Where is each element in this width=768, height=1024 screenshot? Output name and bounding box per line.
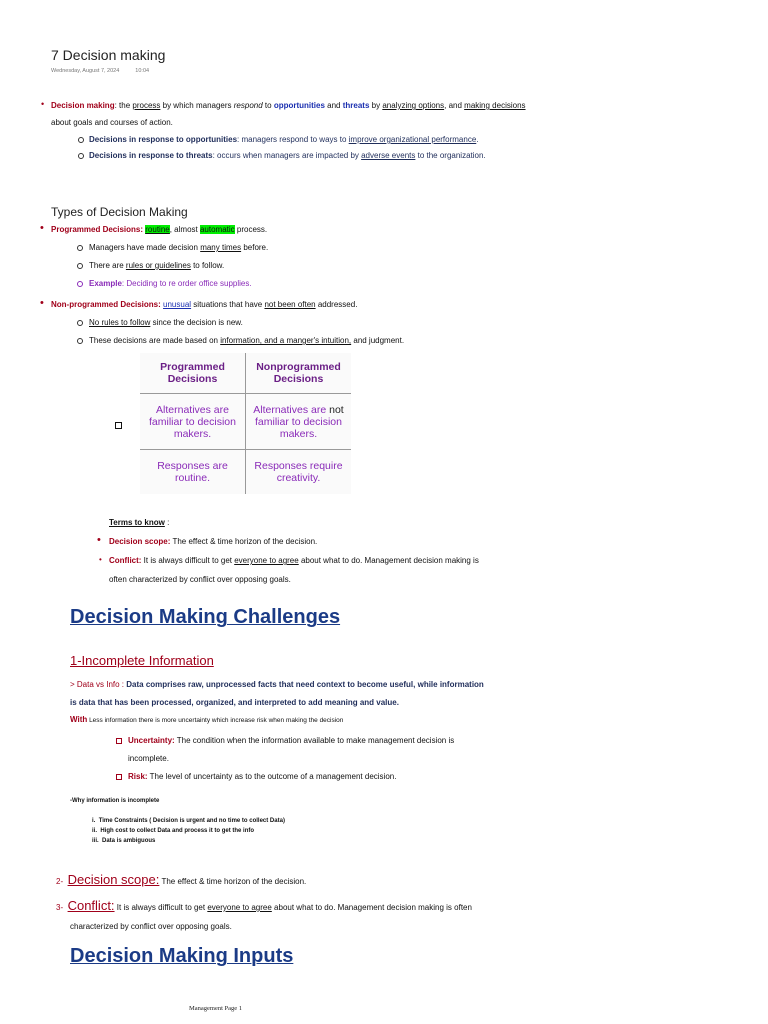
intro-line1: Decision making: the process by which managers respond to opportunities and threats by analyzing options, and making decisions [51, 101, 526, 110]
terms-conflict: Conflict: It is always difficult to get everyone to agree about what to do. Management decision making is [109, 556, 479, 565]
bullet-dot: • [99, 555, 102, 564]
why-item-2: ii. High cost to collect Data and process it to get the info [92, 828, 255, 834]
table-cell: Responses require creativity. [254, 460, 343, 484]
circle-bullet-icon [77, 245, 83, 251]
intro-line2: about goals and courses of action. [51, 118, 173, 127]
square-bullet-icon [116, 738, 122, 744]
table-cell: Alternatives are familiar to decision makers. [140, 394, 246, 450]
risk-line: Risk: The level of uncertainty as to the outcome of a management decision. [128, 772, 397, 781]
circle-bullet-icon [77, 281, 83, 287]
terms-conflict-line2: often characterized by conflict over opposing goals. [109, 575, 291, 584]
programmed-b1: Managers have made decision many times before. [89, 243, 269, 252]
table-header-programmed: Programmed Decisions [140, 353, 246, 394]
circle-bullet-icon [77, 338, 83, 344]
with-line: With Less information there is more uncertainty which increase risk when making the decision [70, 715, 344, 724]
intro-sub2: Decisions in response to threats: occurs when managers are impacted by adverse events to the organization. [89, 151, 486, 160]
bullet-dot: • [41, 99, 45, 109]
why-heading: -Why information is incomplete [70, 798, 160, 804]
square-bullet-icon [116, 774, 122, 780]
nonprogrammed-line: Non-programmed Decisions: unusual situations that have not been often addressed. [51, 300, 358, 309]
uncertainty-line: Uncertainty: The condition when the information available to make management decision is [128, 736, 455, 745]
page-title: 7 Decision making [51, 47, 166, 63]
challenges-heading: Decision Making Challenges [70, 606, 341, 628]
programmed-line: Programmed Decisions: routine, almost automatic process. [51, 225, 268, 234]
data-vs-info: > Data vs Info : Data comprises raw, unprocessed facts that need context to become useful, while information [70, 680, 484, 689]
circle-bullet-icon [78, 153, 84, 159]
circle-bullet-icon [77, 263, 83, 269]
types-heading: Types of Decision Making [51, 205, 188, 219]
programmed-b2: There are rules or guidelines to follow. [89, 261, 225, 270]
uncertainty-line2: incomplete. [128, 754, 169, 763]
page-date: Wednesday, August 7, 2024 [51, 68, 120, 74]
conflict-item: 3- Conflict: It is always difficult to get everyone to agree about what to do. Management decision making is often [56, 898, 472, 913]
terms-label: Terms to know : [109, 518, 170, 527]
nonprogrammed-b2: These decisions are made based on information, and a manger's intuition, and judgment. [89, 336, 405, 345]
bullet-dot: • [40, 297, 44, 309]
incomplete-info-heading: 1-Incomplete Information [70, 653, 214, 668]
table-cell: Responses are routine. [140, 450, 246, 495]
bullet-dot: • [40, 222, 44, 234]
decision-comparison-table [140, 353, 351, 494]
data-vs-info-line2: is data that has been processed, organized, and interpreted to add meaning and value. [70, 698, 399, 707]
programmed-b3: Example: Deciding to re order office supplies. [89, 279, 252, 288]
inputs-heading: Decision Making Inputs [70, 945, 294, 967]
bullet-dot: • [97, 534, 101, 546]
table-cell: Alternatives are not familiar to decision makers. [246, 394, 352, 450]
conflict-item-line2: characterized by conflict over opposing goals. [70, 922, 232, 931]
intro-sub1: Decisions in response to opportunities: managers respond to ways to improve organizational performance. [89, 135, 479, 144]
circle-bullet-icon [78, 137, 84, 143]
checkbox-icon [115, 422, 122, 429]
why-item-1: i. Time Constraints ( Decision is urgent and no time to collect Data) [92, 818, 285, 824]
why-item-3: iii. Data is ambiguous [92, 838, 156, 844]
scope-item: 2- Decision scope: The effect & time horizon of the decision. [56, 872, 307, 887]
terms-scope: Decision scope: The effect & time horizon of the decision. [109, 537, 318, 546]
table-header-nonprogrammed: Nonprogrammed Decisions [246, 353, 352, 394]
page-footer: Management Page 1 [189, 1005, 243, 1012]
circle-bullet-icon [77, 320, 83, 326]
nonprogrammed-b1: No rules to follow since the decision is new. [89, 318, 243, 327]
page-timestamp [51, 68, 165, 74]
page-time: 10:04 [135, 68, 150, 74]
